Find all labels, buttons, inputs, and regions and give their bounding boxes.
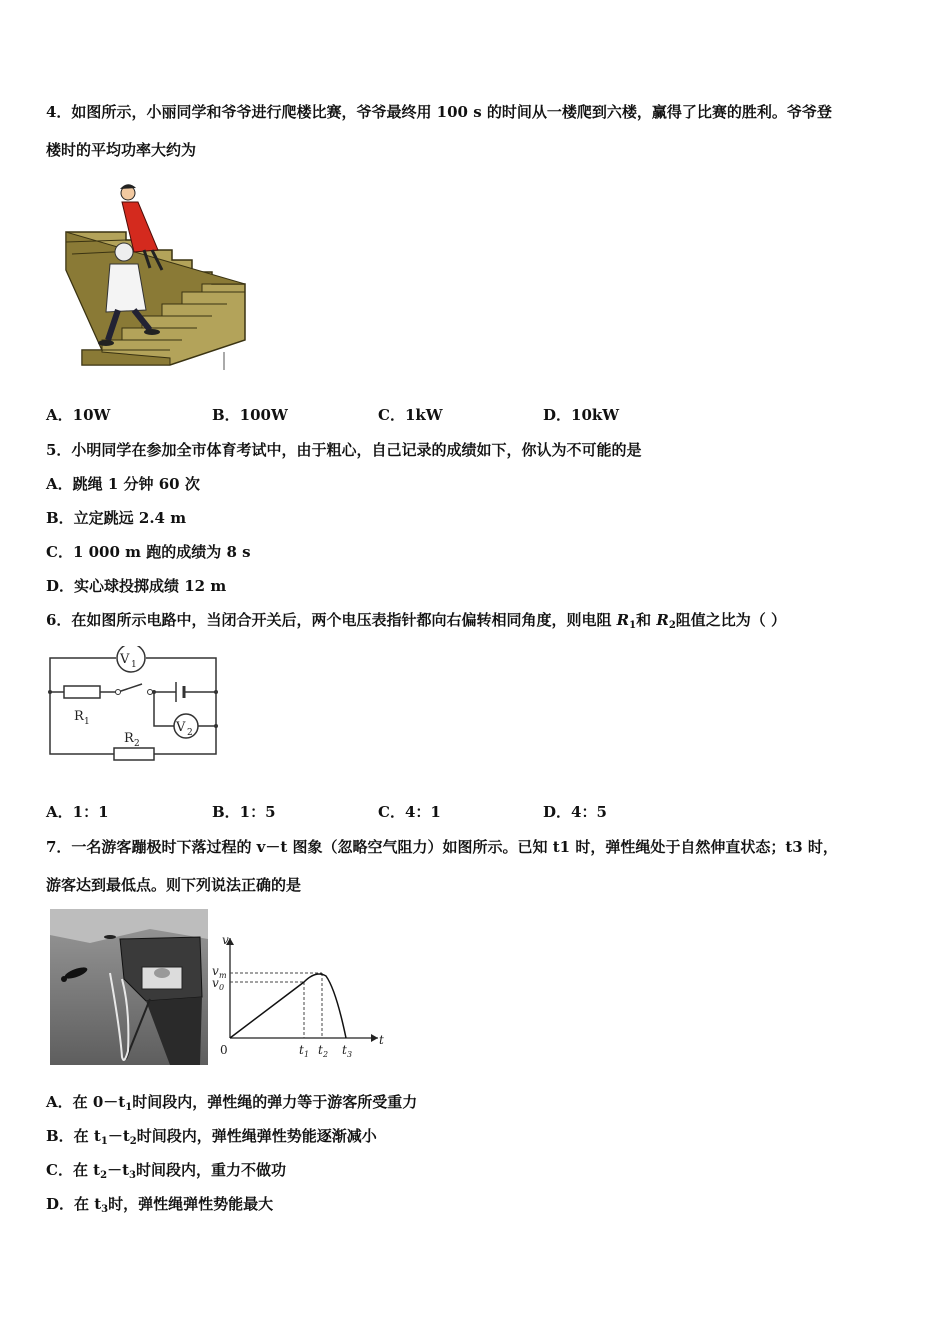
q4-option-d: D．10kW [543, 406, 620, 424]
q4-option-a: A．10W [46, 406, 111, 424]
q7-option-b [46, 1126, 377, 1152]
q5-option-d: D．实心球投掷成绩 12 m [46, 577, 227, 595]
q5-option-a: A．跳绳 1 分钟 60 次 [46, 475, 200, 493]
resistor-r1 [64, 686, 100, 698]
q7-option-b-sub: 1 [100, 1136, 108, 1147]
resistor-r2 [114, 748, 154, 760]
v2-label: V [176, 720, 186, 735]
q7-option-c-text-2: 时间段内，重力不做功 [135, 1161, 286, 1179]
q7-option-b-text-2: 时间段内，弹性绳弹性势能逐渐减小 [136, 1127, 377, 1145]
q6-stem-c: 阻值之比为（ ） [675, 611, 787, 629]
q7-option-a [46, 1092, 417, 1118]
v0-label: v [212, 976, 219, 990]
t3-label-sub: 3 [347, 1050, 353, 1059]
vm-label-sub: m [219, 971, 227, 980]
q6-stem-b: 和 [636, 611, 657, 629]
v2-label-sub: 2 [187, 728, 193, 738]
vt-graph [212, 930, 388, 1060]
q5-option-c: C．1 000 m 跑的成绩为 8 s [46, 543, 251, 561]
q7-option-a-text-2: 时间段内，弹性绳的弹力等于游客所受重力 [132, 1093, 418, 1111]
t2-label-sub: 2 [323, 1050, 329, 1059]
q7-option-d-text-2: 时，弹性绳弹性势能最大 [108, 1195, 274, 1213]
q6-r1: R [616, 611, 630, 629]
q7-option-c [46, 1160, 286, 1186]
t-axis-label: t [379, 1033, 384, 1047]
t2-label: t [318, 1043, 323, 1057]
q7-option-d [46, 1194, 273, 1220]
origin-label: 0 [220, 1043, 228, 1057]
q7-option-b-sub2: 2 [129, 1136, 137, 1147]
q6-option-d: D．4：5 [543, 803, 607, 821]
q6-stem [46, 610, 786, 636]
stair-climbing-figure [62, 180, 252, 375]
q6-r2-sub: 2 [668, 620, 676, 631]
t1-label-sub: 1 [304, 1050, 310, 1059]
vt-curve [230, 974, 346, 1038]
q5-stem: 5．小明同学在参加全市体育考试中，由于粗心，自己记录的成绩如下，你认为不可能的是 [46, 441, 642, 459]
v-axis-label: v [222, 933, 229, 947]
q6-option-b: B．1：5 [212, 803, 276, 821]
q7-option-c-mid: －t [107, 1161, 129, 1179]
q7-option-d-sub: 3 [101, 1204, 109, 1215]
v0-label-sub: 0 [219, 983, 225, 992]
q7-stem-line1: 7．一名游客蹦极时下落过程的 v－t 图象（忽略空气阻力）如图所示。已知 t1 时，弹性绳处于自然伸直状态；t3 时， [46, 838, 838, 856]
r1-label: R [74, 709, 84, 724]
t3-label: t [342, 1043, 347, 1057]
q4-stem-line1: 4．如图所示，小丽同学和爷爷进行爬楼比赛，爷爷最终用 100 s 的时间从一楼爬到六楼，赢得了比赛的胜利。爷爷登 [46, 103, 832, 121]
circuit-diagram [46, 646, 222, 766]
q6-option-a: A．1：1 [46, 803, 109, 821]
q4-option-c: C．1kW [378, 406, 443, 424]
grandpa-head [115, 243, 133, 261]
q4-option-b: B．100W [212, 406, 288, 424]
v1-label-sub: 1 [131, 660, 137, 670]
r1-label-sub: 1 [84, 717, 90, 727]
q7-stem-line2: 游客达到最低点。则下列说法正确的是 [46, 876, 302, 894]
q4-stem-line2: 楼时的平均功率大约为 [46, 141, 197, 159]
q5-option-b: B．立定跳远 2.4 m [46, 509, 187, 527]
q7-option-a-sub: 1 [125, 1102, 133, 1113]
q6-stem-a: 6．在如图所示电路中，当闭合开关后，两个电压表指针都向右偏转相同角度，则电阻 [46, 611, 617, 629]
bungee-photo [50, 909, 208, 1065]
r2-label-sub: 2 [134, 739, 140, 749]
t1-label: t [299, 1043, 304, 1057]
q7-option-a-text-1: A．在 0－t [46, 1093, 126, 1111]
q6-option-c: C．4：1 [378, 803, 441, 821]
q7-option-c-sub: 2 [100, 1170, 108, 1181]
q6-r2: R [656, 611, 669, 629]
q7-option-c-sub2: 3 [129, 1170, 136, 1181]
r2-label: R [124, 731, 134, 746]
vm-label: v [212, 964, 219, 978]
q6-r1-sub: 1 [629, 620, 637, 631]
q7-option-d-text-1: D．在 t [46, 1195, 102, 1213]
q7-option-b-text-1: B．在 t [46, 1127, 101, 1145]
q7-option-c-text-1: C．在 t [46, 1161, 101, 1179]
q7-option-b-mid: －t [107, 1127, 130, 1145]
v1-label: V [120, 652, 130, 667]
